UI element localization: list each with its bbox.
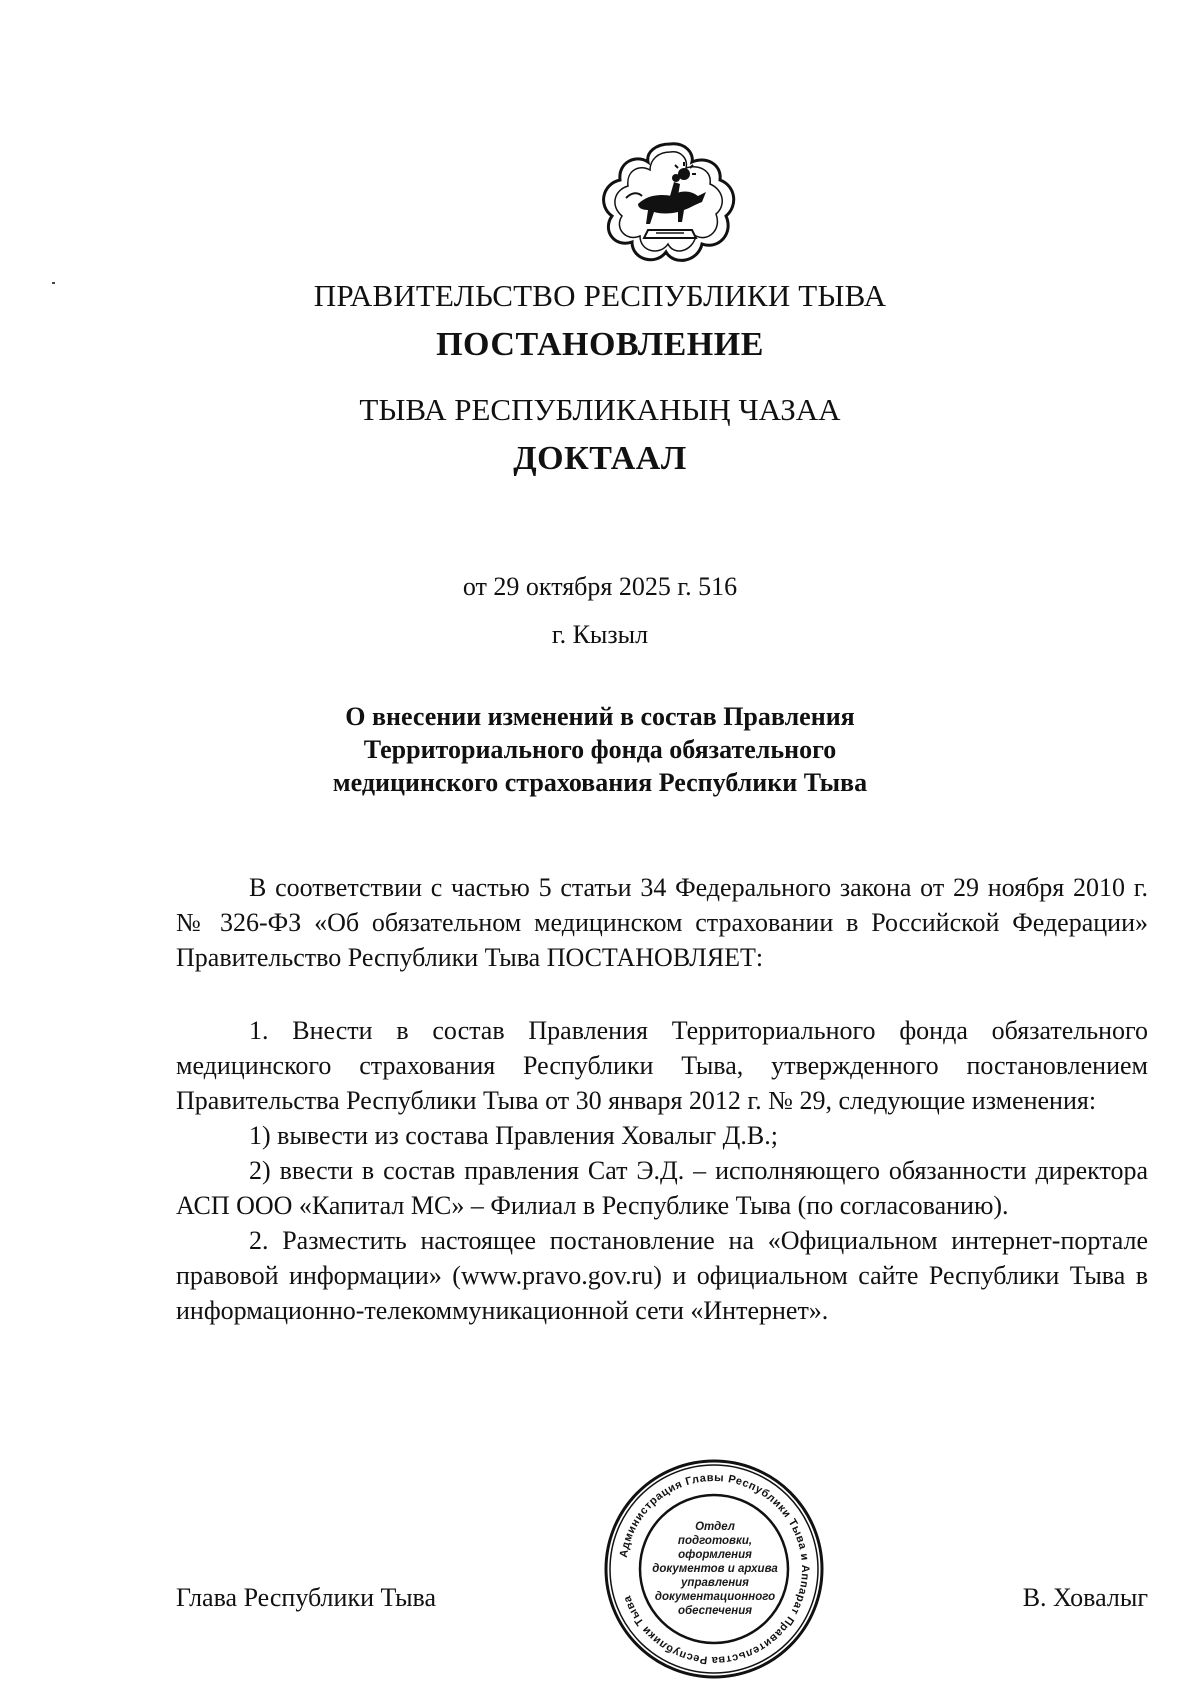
document-items [176,1013,1148,1328]
signatory-position: Глава Республики Тыва [176,1583,437,1612]
document-type-tyv: ДОКТААЛ [513,440,687,477]
document-type-ru: ПОСТАНОВЛЕНИЕ [436,326,764,363]
title-line-1: О внесении изменений в состав Правления [345,702,855,731]
stamp-line-5: управления [681,1577,749,1589]
item-1-paragraph: 1. Внести в состав Правления Территориального фонда обязательного медицинского страхования Республики Тыва, утвержденного постановлением Правительства Республики Тыва от 30 января 2012 г. № 29, следующие изменения: [176,1016,1148,1115]
stamp-line-2: подготовки, [677,1535,753,1547]
stamp-center-text [640,1520,790,1618]
item-1-subitem-2: 2) ввести в состав правления Сат Э.Д. – исполняющего обязанности директора АСП ООО «Капитал МС» – Филиал в Республике Тыва (по согласованию). [176,1156,1148,1220]
government-name-tyv: ТЫВА РЕСПУБЛИКАНЫҢ ЧАЗАА [359,392,841,427]
tuva-coat-of-arms-icon [598,138,742,266]
document-preamble [176,870,1148,975]
preamble-paragraph: В соответствии с частью 5 статьи 34 Федерального закона от 29 ноября 2010 г. № 326-ФЗ «Об обязательном медицинском страховании в Российской Федерации» Правительство Республики Тыва ПОСТАНОВЛЯЕТ: [176,873,1148,972]
government-name-ru: ПРАВИТЕЛЬСТВО РЕСПУБЛИКИ ТЫВА [313,278,887,313]
document-title [0,700,1200,799]
stamp-line-7: обеспечения [677,1605,753,1617]
signatory-name: В. Ховалыг [1022,1583,1148,1612]
document-city: г. Кызыл [551,620,649,649]
stamp-line-3: оформления [678,1549,752,1561]
stamp-line-1: Отдел [695,1521,735,1533]
title-line-3: медицинского страхования Республики Тыва [332,768,868,797]
stamp-ring-text: Администрация Главы Республики Тыва и Аппарат Правительства Республики Тыва [617,1471,812,1667]
stamp-line-6: документационного [654,1591,776,1603]
title-line-2: Территориального фонда обязательного [363,735,837,764]
document-date-number: от 29 октября 2025 г. 516 [462,572,738,601]
item-2-paragraph: 2. Разместить настоящее постановление на «Официальном интернет-портале правовой информации» (www.pravo.gov.ru) и официальном сайте Республики Тыва в информационно-телекоммуникационной сети «Интернет». [176,1226,1148,1325]
item-1-subitem-1: 1) вывести из состава Правления Ховалыг Д.В.; [249,1121,778,1150]
stamp-line-4: документов и архива [652,1563,778,1575]
